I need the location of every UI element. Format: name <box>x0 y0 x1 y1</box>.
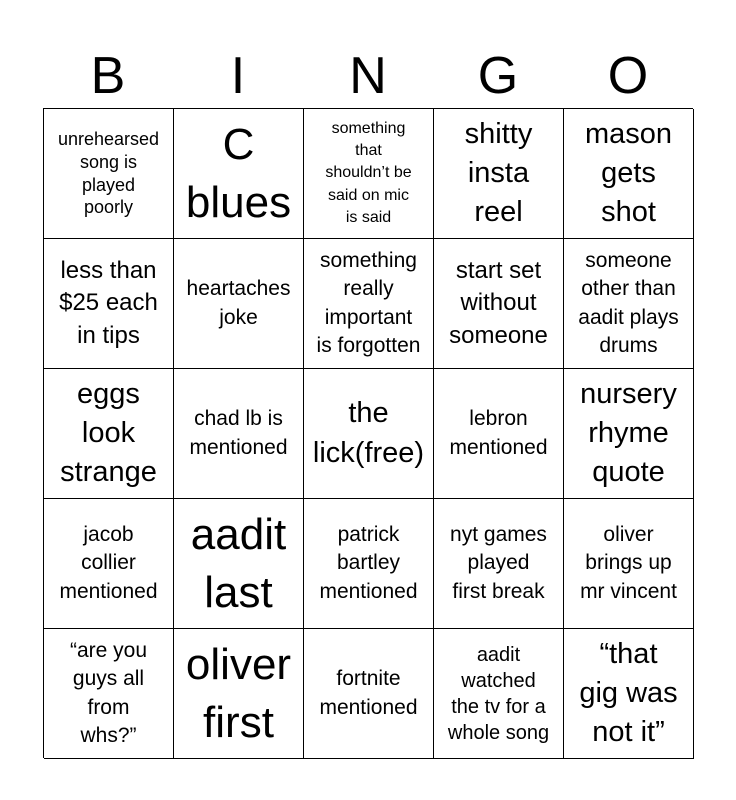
bingo-cell[interactable]: aadit last <box>174 499 304 629</box>
bingo-cell[interactable]: nursery rhyme quote <box>564 369 694 499</box>
bingo-cell[interactable]: aadit watched the tv for a whole song <box>434 629 564 759</box>
header-letter-g: G <box>477 47 519 105</box>
bingo-cell[interactable]: someone other than aadit plays drums <box>564 239 694 369</box>
bingo-cell[interactable]: shitty insta reel <box>434 109 564 239</box>
bingo-cell[interactable]: oliver brings up mr vincent <box>564 499 694 629</box>
bingo-cell[interactable]: C blues <box>174 109 304 239</box>
bingo-cell[interactable]: lebron mentioned <box>434 369 564 499</box>
bingo-cell[interactable]: less than $25 each in tips <box>44 239 174 369</box>
bingo-board <box>43 108 693 758</box>
header-letter-n: N <box>349 47 387 105</box>
bingo-cell[interactable]: something that shouldn’t be said on mic is said <box>304 109 434 239</box>
bingo-cell[interactable]: the lick(free) <box>304 369 434 499</box>
bingo-cell[interactable]: “are you guys all from whs?” <box>44 629 174 759</box>
header-letter-o: O <box>607 47 649 105</box>
bingo-cell[interactable]: jacob collier mentioned <box>44 499 174 629</box>
bingo-cell[interactable]: unrehearsed song is played poorly <box>44 109 174 239</box>
bingo-cell[interactable]: heartaches joke <box>174 239 304 369</box>
bingo-cell[interactable]: nyt games played first break <box>434 499 564 629</box>
bingo-cell[interactable]: something really important is forgotten <box>304 239 434 369</box>
bingo-cell[interactable]: oliver first <box>174 629 304 759</box>
bingo-cell[interactable]: mason gets shot <box>564 109 694 239</box>
bingo-header <box>43 44 693 108</box>
bingo-cell[interactable]: chad lb is mentioned <box>174 369 304 499</box>
bingo-cell[interactable]: start set without someone <box>434 239 564 369</box>
header-letter-b: B <box>90 47 126 105</box>
bingo-cell[interactable]: fortnite mentioned <box>304 629 434 759</box>
header-letter-i: I <box>230 47 246 105</box>
bingo-cell[interactable]: “that gig was not it” <box>564 629 694 759</box>
bingo-cell[interactable]: eggs look strange <box>44 369 174 499</box>
bingo-cell[interactable]: patrick bartley mentioned <box>304 499 434 629</box>
